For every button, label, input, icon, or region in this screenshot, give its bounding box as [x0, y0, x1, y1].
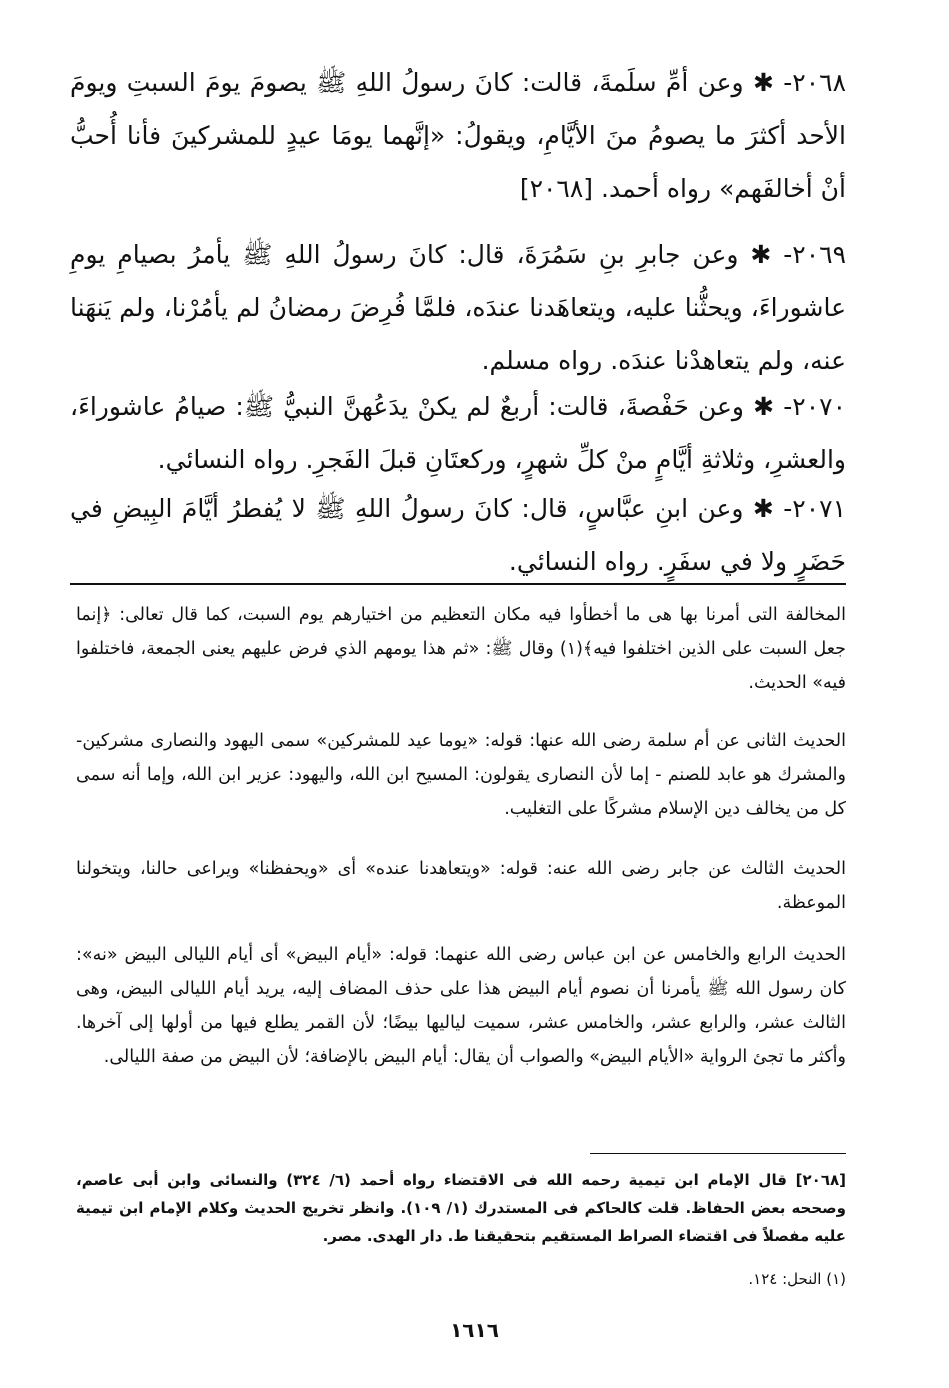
note-hadith-2: الحديث الثانى عن أم سلمة رضى الله عنها: قوله: «يوما عيد للمشركين» سمى اليهود والنصارى مشركين- والمشرك هو عابد للصنم - إما لأن النصارى يقولون: المسيح ابن الله، واليهود: عزير ابن الله، وإما أنه سمى كل من يخالف دين الإسلام مشركًا على التغليب.	[76, 731, 846, 819]
hadith-2070: ٢٠٧٠- ✱ وعن حَفْصةَ، قالت: أربعٌ لم يكنْ يدَعُهنَّ النبيُّ ﷺ: صيامُ عاشوراءَ، والعشرِ، وثلاثةِ أيَّامٍ منْ كلِّ شهرٍ، وركعتَانِ قبلَ الفَجرِ. رواه النسائي.	[70, 392, 846, 474]
main-divider	[70, 583, 846, 585]
footnote-quran-ref: (١) النحل: ١٢٤.	[748, 1270, 846, 1288]
footnote-takhrij: [٢٠٦٨] قال الإمام ابن تيمية رحمه الله فى الاقتضاء رواه أحمد (٦/ ٣٢٤) والنسائى وابن أبى عاصم، وصححه بعض الحفاظ. قلت كالحاكم فى المستدرك (١/ ١٠٩). وانظر تخريج الحديث وكلام الإمام ابن تيمية عليه مفصلاً فى اقتضاء الصراط المستقيم بتحقيقنا ط. دار الهدى. مصر.	[76, 1171, 846, 1245]
hadith-2069: ٢٠٦٩- ✱ وعن جابرِ بنِ سَمُرَةَ، قال: كانَ رسولُ اللهِ ﷺ يأمرُ بصيامِ يومِ عاشوراءَ، ويحثُّنا عليه، ويتعاهَدنا عندَه، فلمَّا فُرِضَ رمضانُ لم يأمُرْنا، ولم يَنهَنا عنه، ولم يتعاهدْنا عندَه. رواه مسلم.	[70, 240, 846, 375]
note-observation: المخالفة التى أمرنا بها هى ما أخطأوا فيه مكان التعظيم من اختيارهم يوم السبت، كما قال تعالى: ﴿إنما جعل السبت على الذين اختلفوا فيه﴾(١) وقال ﷺ: «ثم هذا يومهم الذي فرض عليهم يعنى الجمعة، فاختلفوا فيه» الحديث.	[76, 605, 846, 693]
hadith-2071: ٢٠٧١- ✱ وعن ابنِ عبَّاسٍ، قال: كانَ رسولُ اللهِ ﷺ لا يُفطرُ أيَّامَ البِيضِ في حَضَرٍ ولا في سفَرٍ. رواه النسائي.	[70, 494, 846, 576]
hadith-2068: ٢٠٦٨- ✱ وعن أمِّ سلَمةَ، قالت: كانَ رسولُ اللهِ ﷺ يصومَ يومَ السبتِ ويومَ الأحد أكثرَ ما يصومُ منَ الأيَّامِ، ويقولُ: «إنَّهما يومَا عيدٍ للمشركينَ فأنا أُحبُّ أنْ أخالفَهم» رواه أحمد. [٢٠٦٨]	[70, 68, 846, 203]
page-number: ١٦١٦	[450, 1318, 499, 1342]
footnote-divider	[590, 1153, 846, 1154]
note-hadith-4-5: الحديث الرابع والخامس عن ابن عباس رضى الله عنهما: قوله: «أيام البيض» أى أيام الليالى البيض «نه»: كان رسول الله ﷺ يأمرنا أن نصوم أيام البيض هذا على حذف المضاف إليه، يريد أيام الليالى البيض، وهى الثالث عشر، والرابع عشر، والخامس عشر، سميت لياليها بيضًا؛ لأن القمر يطلع فيها من أولها إلى آخرها. وأكثر ما تجئ الرواية «الأيام البيض» والصواب أن يقال: أيام البيض بالإضافة؛ لأن البيض من صفة الليالى.	[76, 945, 846, 1067]
note-hadith-3: الحديث الثالث عن جابر رضى الله عنه: قوله: «ويتعاهدنا عنده» أى «ويحفظنا» ويراعى حالنا، ويتخولنا الموعظة.	[76, 859, 846, 913]
